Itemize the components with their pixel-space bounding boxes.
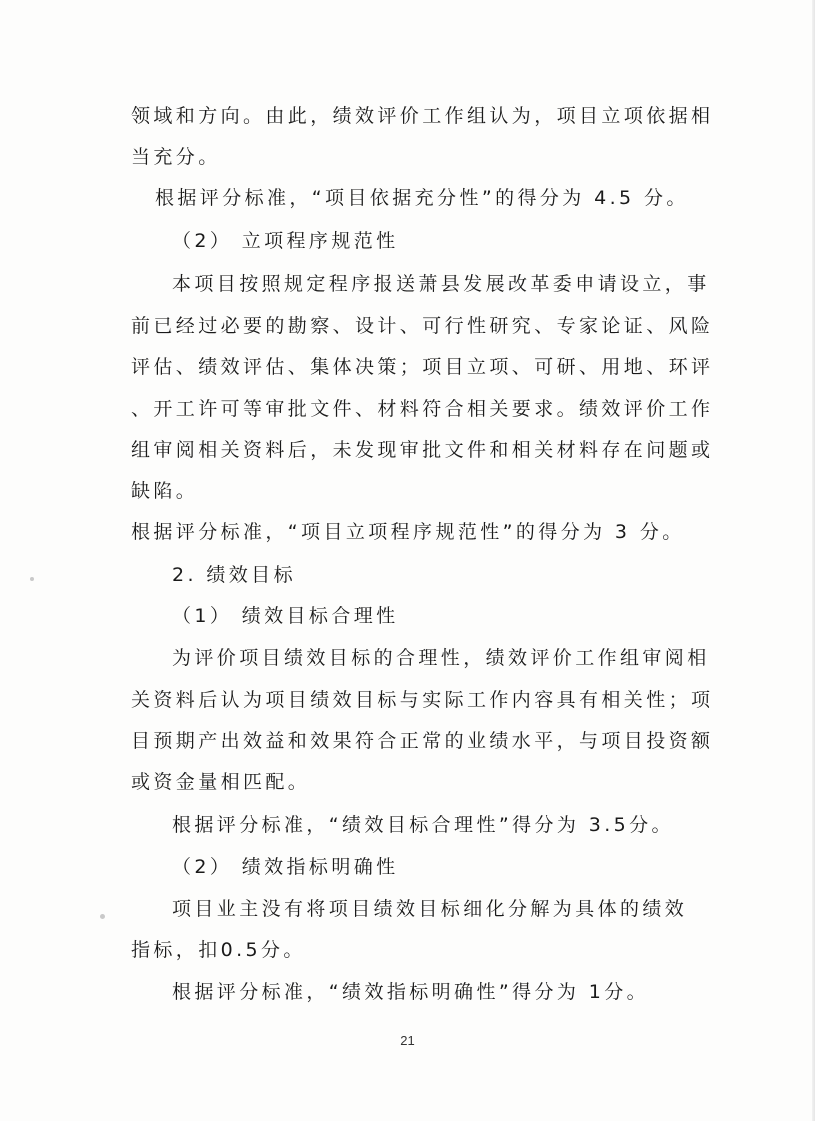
scan-speck bbox=[100, 914, 105, 919]
page-number: 21 bbox=[400, 1033, 415, 1048]
paragraph-line-18: 根据评分标准，“绩效目标合理性”得分为 3.5分。 bbox=[172, 814, 674, 836]
paragraph-line-16: 目预期产出效益和效果符合正常的业绩水平，与项目投资额 bbox=[131, 730, 714, 752]
section-heading-1-rationality: （1） 绩效目标合理性 bbox=[172, 605, 399, 627]
paragraph-line-3: 根据评分标准，“项目依据充分性”的得分为 4.5 分。 bbox=[155, 187, 689, 209]
paragraph-line-15: 关资料后认为项目绩效目标与实际工作内容具有相关性；项 bbox=[131, 689, 714, 711]
paragraph-line-7: 评估、绩效评估、集体决策；项目立项、可研、用地、环评 bbox=[131, 356, 714, 378]
scan-speck bbox=[30, 577, 34, 581]
section-heading-2-clarity: （2） 绩效指标明确性 bbox=[172, 856, 399, 878]
paragraph-line-22: 根据评分标准，“绩效指标明确性”得分为 1分。 bbox=[172, 981, 650, 1003]
paragraph-line-21: 指标，扣0.5分。 bbox=[131, 939, 306, 961]
paragraph-line-5: 本项目按照规定程序报送萧县发展改革委申请设立，事 bbox=[172, 273, 710, 295]
section-heading-2-goals: 2. 绩效目标 bbox=[172, 564, 296, 586]
paragraph-line-17: 或资金量相匹配。 bbox=[131, 771, 311, 793]
paragraph-line-10: 缺陷。 bbox=[131, 480, 199, 502]
section-heading-2-procedure: （2） 立项程序规范性 bbox=[172, 230, 399, 252]
paragraph-line-1: 领域和方向。由此，绩效评价工作组认为，项目立项依据相 bbox=[131, 105, 714, 127]
paragraph-line-6: 前已经过必要的勘察、设计、可行性研究、专家论证、风险 bbox=[131, 315, 714, 337]
paragraph-line-8: 、开工许可等审批文件、材料符合相关要求。绩效评价工作 bbox=[131, 398, 714, 420]
paragraph-line-14: 为评价项目绩效目标的合理性，绩效评价工作组审阅相 bbox=[172, 647, 710, 669]
paragraph-line-11: 根据评分标准，“项目立项程序规范性”的得分为 3 分。 bbox=[131, 521, 685, 543]
paragraph-line-2: 当充分。 bbox=[131, 146, 221, 168]
paragraph-line-9: 组审阅相关资料后，未发现审批文件和相关材料存在问题或 bbox=[131, 439, 714, 461]
paragraph-line-20: 项目业主没有将项目绩效目标细化分解为具体的绩效 bbox=[172, 898, 688, 920]
